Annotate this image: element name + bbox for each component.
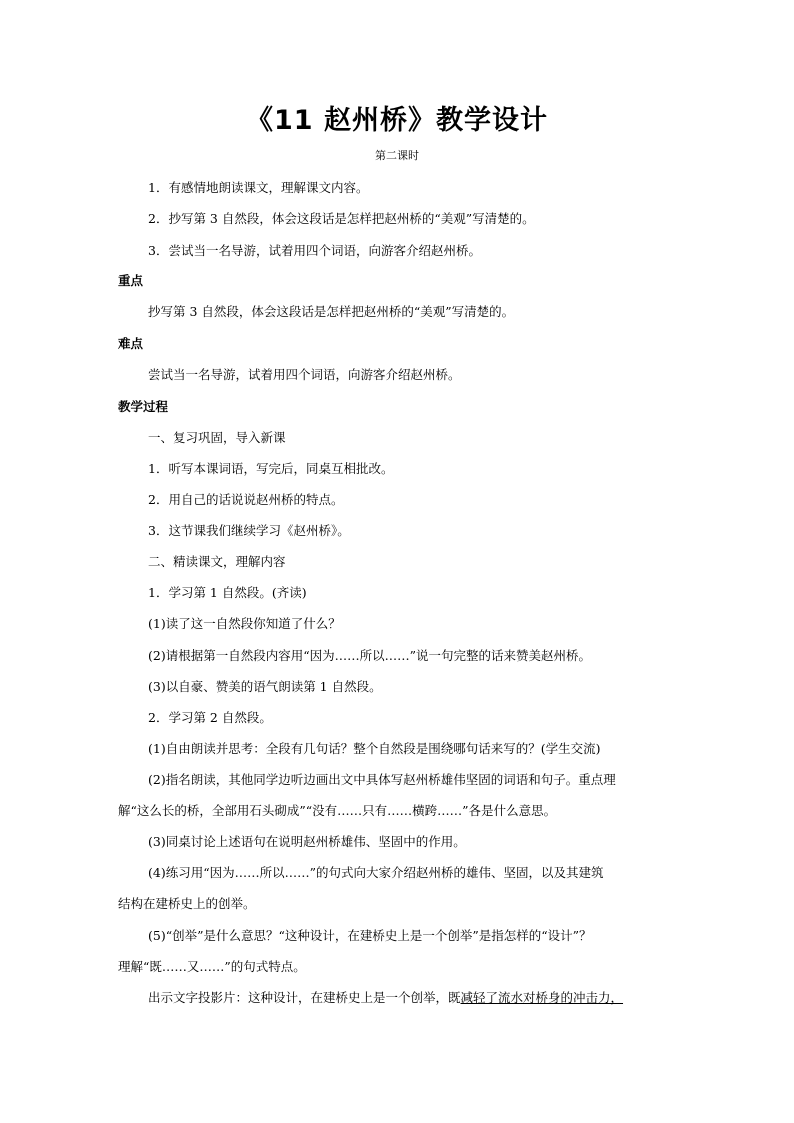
- section-heading: 一、复习巩固，导入新课: [148, 430, 286, 445]
- projection-text: 出示文字投影片：这种设计，在建桥史上是一个创举，既: [148, 990, 461, 1005]
- page-title: 《11 赵州桥》教学设计: [246, 105, 548, 136]
- list-item: (1)自由朗读并思考：全段有几句话？整个自然段是围绕哪句话来写的？(学生交流): [148, 741, 601, 756]
- list-item: (3)同桌讨论上述语句在说明赵州桥雄伟、坚固中的作用。: [148, 834, 466, 849]
- goal-item: 3．尝试当一名导游，试着用四个词语，向游客介绍赵州桥。: [148, 243, 481, 258]
- step-heading: 2．学习第 2 自然段。: [148, 710, 272, 725]
- list-item: (5)“创举”是什么意思？“这种设计，在建桥史上是一个创举”是指怎样的“设计”？: [148, 928, 592, 943]
- difficulty-heading: 难点: [118, 336, 144, 351]
- list-item-continued: 解“这么长的桥，全部用石头砌成”“没有……只有……横跨……”各是什么意思。: [118, 803, 557, 818]
- difficulty-text: 尝试当一名导游，试着用四个词语，向游客介绍赵州桥。: [148, 367, 461, 382]
- list-item: 2．用自己的话说说赵州桥的特点。: [148, 492, 344, 507]
- goal-item: 2．抄写第 3 自然段，体会这段话是怎样把赵州桥的“美观”写清楚的。: [148, 211, 535, 226]
- key-text: 抄写第 3 自然段，体会这段话是怎样把赵州桥的“美观”写清楚的。: [148, 304, 515, 319]
- list-item-continued: 结构在建桥史上的创举。: [118, 896, 256, 911]
- key-heading: 重点: [118, 273, 144, 288]
- step-heading: 1．学习第 1 自然段。(齐读): [148, 585, 307, 600]
- projection-underlined-text: 减轻了流水对桥身的冲击力，: [460, 990, 624, 1005]
- section-heading: 二、精读课文，理解内容: [148, 554, 286, 569]
- goal-item: 1．有感情地朗读课文，理解课文内容。: [148, 180, 369, 195]
- list-item: (2)指名朗读，其他同学边听边画出文中具体写赵州桥雄伟坚固的词语和句子。重点理: [148, 772, 616, 787]
- list-item: 1．听写本课词语，写完后，同桌互相批改。: [148, 461, 394, 476]
- list-item: (3)以自豪、赞美的语气朗读第 1 自然段。: [148, 679, 382, 694]
- list-item: 3．这节课我们继续学习《赵州桥》。: [148, 523, 350, 538]
- projection-line: [148, 988, 623, 1006]
- list-item: (2)请根据第一自然段内容用“因为……所以……”说一句完整的话来赞美赵州桥。: [148, 648, 591, 663]
- page-subtitle: 第二课时: [375, 149, 419, 162]
- list-item: (1)读了这一自然段你知道了什么？: [148, 616, 341, 631]
- list-item: (4)练习用“因为……所以……”的句式向大家介绍赵州桥的雄伟、坚固，以及其建筑: [148, 865, 604, 880]
- process-heading: 教学过程: [118, 399, 169, 414]
- list-item-continued: 理解“既……又……”的句式特点。: [118, 959, 306, 974]
